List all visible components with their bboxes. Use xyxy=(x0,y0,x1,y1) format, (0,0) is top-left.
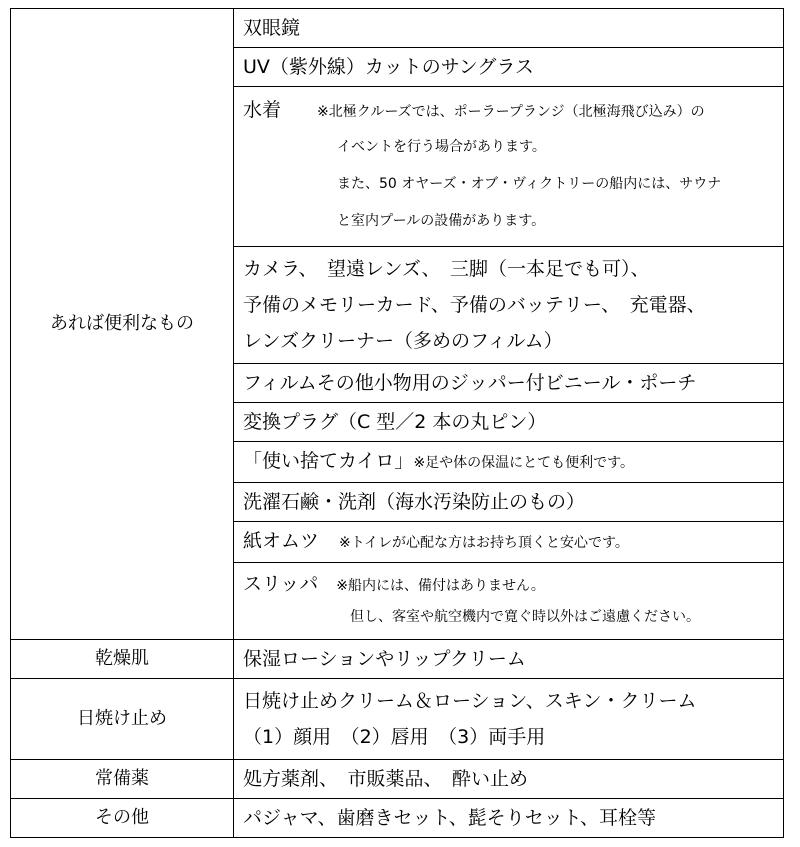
category-medicine xyxy=(11,760,234,799)
item-note: イベントを行う場合があります。 xyxy=(337,139,546,155)
item-camera xyxy=(234,247,784,364)
category-label: あれば便利なもの xyxy=(50,313,194,334)
item-medicine xyxy=(234,760,784,799)
item-line: カメラ、 望遠レンズ、 三脚（一本足でも可）、 xyxy=(243,258,650,280)
table-row xyxy=(11,799,784,838)
packing-list-table xyxy=(10,8,784,838)
item-line: 予備のメモリーカード、予備のバッテリー、 充電器、 xyxy=(243,294,706,316)
category-label: 日焼け止め xyxy=(77,708,167,729)
item-dry-skin xyxy=(234,640,784,679)
item-pouch xyxy=(234,364,784,403)
item-label: UV（紫外線）カットのサングラス xyxy=(243,56,534,78)
item-label: 紙オムツ xyxy=(243,530,320,552)
item-note: また、50 オヤーズ・オブ・ヴィクトリーの船内には、サウナ xyxy=(337,176,722,192)
item-note: ※トイレが心配な方はお持ち頂くと安心です。 xyxy=(339,535,629,551)
item-note: と室内プールの設備があります。 xyxy=(337,213,546,229)
item-label: 双眼鏡 xyxy=(243,17,301,39)
item-label: 変換プラグ（C 型／2 本の丸ピン） xyxy=(243,411,547,433)
item-label: 洗濯石鹸・洗剤（海水汚染防止のもの） xyxy=(243,491,586,513)
category-label: 乾燥肌 xyxy=(95,648,149,669)
table-row xyxy=(11,640,784,679)
item-soap xyxy=(234,483,784,522)
item-binoculars xyxy=(234,9,784,48)
category-convenient xyxy=(11,9,234,640)
item-kairo xyxy=(234,442,784,483)
item-plug xyxy=(234,403,784,442)
table-row xyxy=(11,679,784,760)
category-sunscreen xyxy=(11,679,234,760)
item-label: 水着 xyxy=(243,99,282,121)
item-label: 保湿ローションやリップクリーム xyxy=(243,648,526,670)
item-note: ※足や体の保温にとても便利です。 xyxy=(413,455,635,471)
item-sunglasses xyxy=(234,48,784,87)
table-row xyxy=(11,9,784,48)
item-label: スリッパ xyxy=(243,573,319,595)
category-label: その他 xyxy=(95,807,149,828)
item-line: （1）顔用 （2）唇用 （3）両手用 xyxy=(243,726,546,748)
item-note: ※北極クルーズでは、ポーラープランジ（北極海飛び込み）の xyxy=(317,104,705,120)
category-label: 常備薬 xyxy=(95,768,149,789)
item-label: 「使い捨てカイロ」 xyxy=(243,450,414,472)
table-row xyxy=(11,760,784,799)
item-line: レンズクリーナー（多めのフィルム） xyxy=(243,330,563,352)
item-slippers xyxy=(234,563,784,640)
item-sunscreen xyxy=(234,679,784,760)
item-label: パジャマ、歯磨きセット、髭そりセット、耳栓等 xyxy=(243,807,657,829)
item-label: 処方薬剤、 市販薬品、 酔い止め xyxy=(243,768,529,790)
item-other xyxy=(234,799,784,838)
category-other xyxy=(11,799,234,838)
item-note: 但し、客室や航空機内で寛ぐ時以外はご遠慮ください。 xyxy=(350,609,700,625)
item-label: フィルムその他小物用のジッパー付ビニール・ポーチ xyxy=(243,372,697,394)
category-dry-skin xyxy=(11,640,234,679)
item-swimsuit xyxy=(234,87,784,247)
item-note: ※船内には、備付はありません。 xyxy=(336,578,545,594)
item-diaper xyxy=(234,522,784,563)
item-line: 日焼け止めクリーム＆ローション、スキン・クリーム xyxy=(243,690,697,712)
